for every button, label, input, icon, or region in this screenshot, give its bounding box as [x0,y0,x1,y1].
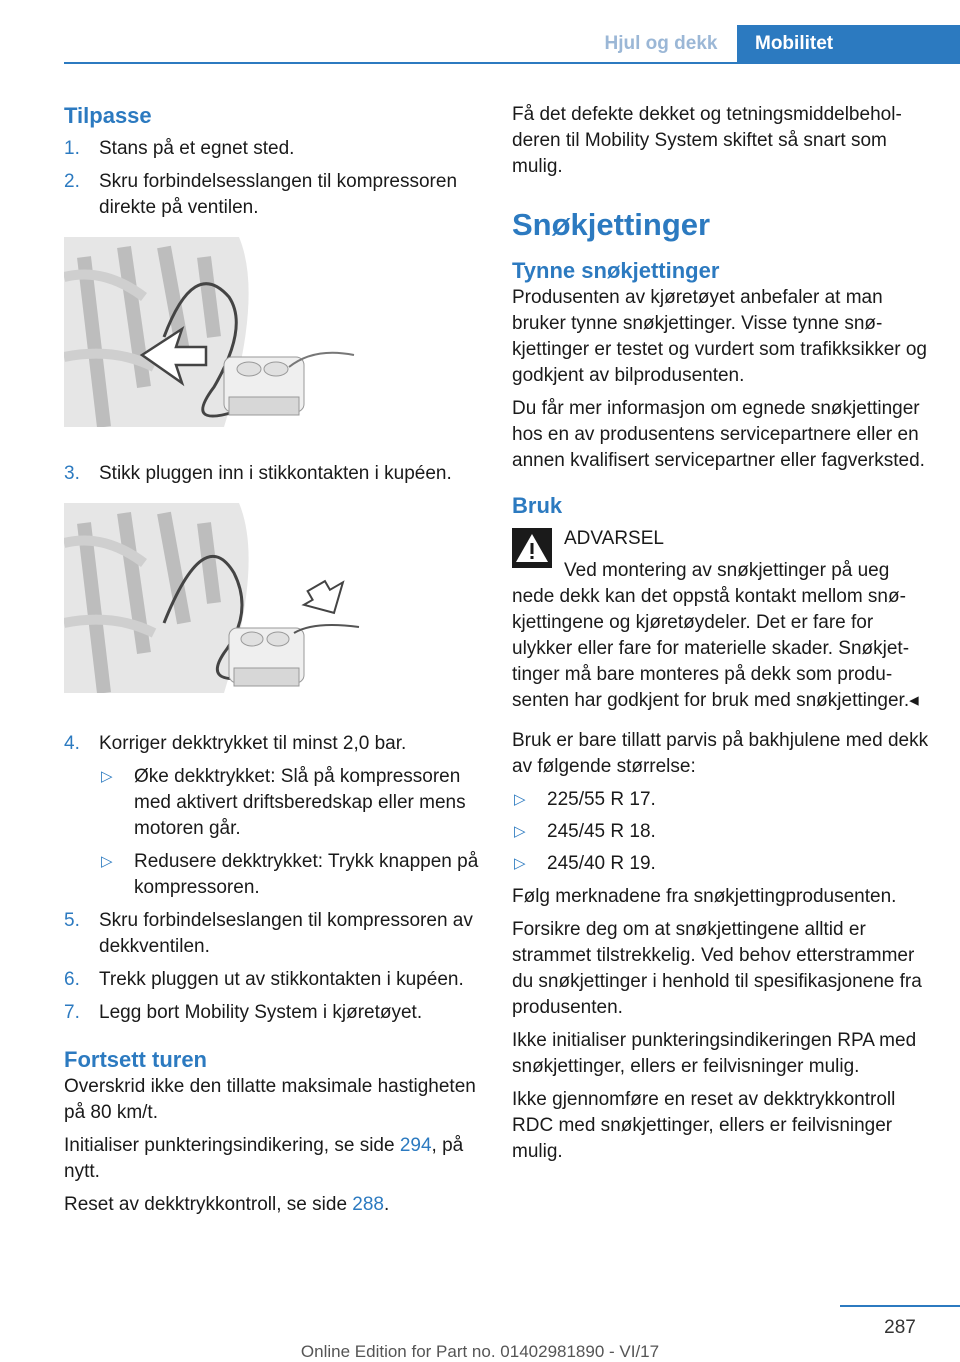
text-span: Initialiser punkteringsindikering, se side [64,1135,400,1156]
list-item [512,787,930,813]
edition-note: Online Edition for Part no. 01402981890 - VI/17 [300,1342,660,1361]
warning-text: nede dekk kan det oppstå kontakt mellom snøkjettingene og kjøretøydeler. Det er fare for ulykker eller fare for materielle skader. Snøkjettinger må bare monteres på dekk som produsenten har godkjent for bruk med snøkjettinger.◂ [512,586,919,711]
sub-list [64,764,479,901]
triangle-bullet-icon: ▷ [101,853,113,870]
list-item [64,461,479,487]
sub-item-text: Øke dekktrykket: Slå på kompressoren med aktivert driftsberedskap eller mens motoren går. [134,766,466,839]
heading-tilpasse: Tilpasse [64,103,152,128]
step-number: 7. [64,1002,80,1023]
step-number: 6. [64,969,80,990]
size-item: 225/55 R 17. [547,789,656,810]
step-text: Legg bort Mobility System i kjøretøyet. [99,1002,423,1023]
paragraph: Ikke initialiser punkteringsindikeringen RPA med snøkjettinger, ellers er feilvisninger mulig. [512,1030,917,1077]
paragraph: Du får mer informasjon om egnede snøkjettinger hos en av produsentens servicepartnere eller en annen kvalifisert servicepartner eller fagverksted. [512,398,925,471]
list-item [64,908,479,960]
step-number: 2. [64,171,80,192]
step-number: 5. [64,910,80,931]
step-text: Skru forbindelsesslangen til kompressoren direkte på ventilen. [99,171,458,218]
text-span: . [384,1194,390,1215]
right-column [512,102,930,1165]
triangle-bullet-icon: ▷ [514,791,526,808]
footer-rule [840,1305,960,1307]
list-item [99,849,479,901]
list-item [99,764,479,842]
list-item [64,136,479,162]
list-item [512,819,930,845]
triangle-bullet-icon: ▷ [514,823,526,840]
warning-block [512,526,930,584]
tab-mobilitet[interactable]: Mobilitet [737,25,960,62]
warning-title: ADVARSEL [564,528,664,549]
paragraph [64,1192,479,1218]
heading-tynne-snokjettinger: Tynne snøkjettinger [512,258,720,283]
step-text: Stans på et egnet sted. [99,138,295,159]
paragraph: Forsikre deg om at snøkjettingene alltid er strammet tilstrekkelig. Ved behov etterstrammer du snøkjettinger i henhold til spesifikasjonene fra produsenten. [512,919,922,1018]
heading-bruk: Bruk [512,493,563,518]
list-item [64,967,479,993]
list-item [64,731,479,757]
size-item: 245/45 R 18. [547,821,656,842]
chapter-heading-snokjettinger: Snøkjettinger [512,207,711,242]
paragraph: Følg merknadene fra snøkjettingprodusenten. [512,886,897,907]
heading-fortsett-turen: Fortsett turen [64,1047,207,1072]
list-item [512,851,930,877]
step-number: 3. [64,463,80,484]
step-number: 1. [64,138,80,159]
step-text: Stikk pluggen inn i stikkontakten i kupéen. [99,463,452,484]
paragraph: Produsenten av kjøretøyet anbefaler at man bruker tynne snøkjettinger. Visse tynne snøkjettinger er testet og vurdert som trafikksikker og godkjent av bilprodusenten. [512,287,927,386]
text-span: Reset av dekktrykkontroll, se side [64,1194,353,1215]
step-number: 4. [64,733,80,754]
compressor-plug-figure [64,503,364,693]
triangle-bullet-icon: ▷ [101,768,113,785]
warning-triangle-icon [512,528,552,568]
tab-hjul-og-dekk[interactable]: Hjul og dekk [586,25,736,62]
paragraph: Ikke gjennomføre en reset av dekktrykkontroll RDC med snøkjettinger, ellers er feilvisninger mulig. [512,1089,896,1162]
text-span: , på nytt. [64,1135,464,1182]
paragraph: Få det defekte dekket og tetningsmiddelbeholderen til Mobility System skiftet så snart som mulig. [512,104,902,177]
triangle-bullet-icon: ▷ [514,855,526,872]
list-item [64,169,479,221]
paragraph [64,1133,479,1185]
page-link-288[interactable]: 288 [352,1194,384,1215]
sub-item-text: Redusere dekktrykket: Trykk knappen på kompressoren. [134,851,479,898]
step-text: Trekk pluggen ut av stikkontakten i kupéen. [99,969,464,990]
left-column [64,102,479,1218]
warning-text: Ved montering av snøkjettinger på ueg [564,560,890,581]
paragraph: Overskrid ikke den tillatte maksimale hastigheten på 80 km/t. [64,1076,476,1123]
page-link-294[interactable]: 294 [399,1135,432,1156]
paragraph: Bruk er bare tillatt parvis på bakhjulene med dekk av følgende størrelse: [512,730,929,777]
page-number: 287 [884,1317,916,1338]
list-item [64,1000,479,1026]
size-item: 245/40 R 19. [547,853,656,874]
header-rule [64,62,960,64]
step-text: Korriger dekktrykket til minst 2,0 bar. [99,733,407,754]
step-text: Skru forbindelseslangen til kompressoren av dekkventilen. [99,910,473,957]
compressor-valve-figure [64,237,364,427]
